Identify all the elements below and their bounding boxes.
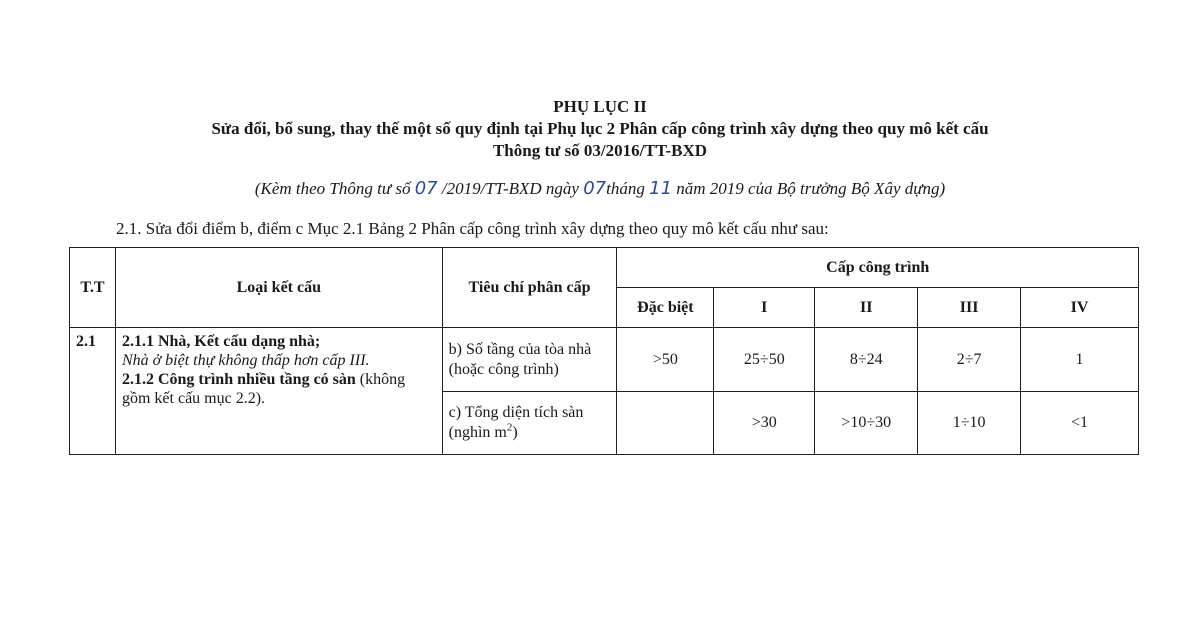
type-line-3-rest: (không gồm kết cấu mục 2.2). — [121, 371, 406, 407]
header-grade-group: Cấp công trình — [617, 248, 1139, 288]
type-line-3 — [122, 370, 436, 408]
header-grade-ii: II — [815, 288, 918, 328]
type-line-2: Nhà ở biệt thự không thấp hơn cấp III. — [121, 352, 370, 369]
criteria-floors: b) Số tầng của tòa nhà (hoặc công trình) — [442, 328, 617, 392]
ref-middle1: /2019/TT-BXD ngày — [441, 179, 579, 198]
type-line-1: 2.1.1 Nhà, Kết cấu dạng nhà; — [121, 333, 321, 350]
area-grade-i: >30 — [714, 392, 815, 455]
attachment-note — [0, 178, 1200, 200]
criteria-floor-area — [442, 392, 617, 455]
row-tt: 2.1 — [70, 328, 116, 455]
area-grade-iii: 1÷10 — [918, 392, 1021, 455]
header-grade-iii: III — [918, 288, 1021, 328]
header-grade-special: Đặc biệt — [617, 288, 714, 328]
handwritten-month: 11 — [649, 178, 673, 199]
area-grade-iv: <1 — [1021, 392, 1139, 455]
floors-grade-ii: 8÷24 — [815, 328, 918, 392]
header-grade-iv: IV — [1021, 288, 1139, 328]
circular-reference: Thông tư số 03/2016/TT-BXD — [492, 141, 708, 160]
floors-grade-iii: 2÷7 — [918, 328, 1021, 392]
classification-table — [69, 247, 1139, 455]
header-tt: T.T — [70, 248, 116, 328]
ref-middle2: tháng — [606, 179, 645, 198]
row-structure-type — [115, 328, 442, 455]
page-title: PHỤ LỤC II — [553, 97, 647, 116]
floors-grade-i: 25÷50 — [714, 328, 815, 392]
floor-area-end: ) — [512, 424, 518, 441]
header-structure-type: Loại kết cấu — [115, 248, 442, 328]
handwritten-day: 07 — [583, 178, 607, 199]
floor-area-sup: 2 — [506, 421, 513, 434]
handwritten-number: 07 — [414, 178, 438, 199]
floors-grade-iv: 1 — [1021, 328, 1139, 392]
header-criteria: Tiêu chí phân cấp — [442, 248, 617, 328]
floor-area-label: c) Tổng diện tích sàn (nghìn m — [448, 404, 584, 441]
area-grade-ii: >10÷30 — [815, 392, 918, 455]
ref-prefix: (Kèm theo Thông tư số — [254, 179, 411, 198]
floors-special: >50 — [617, 328, 714, 392]
intro-paragraph: 2.1. Sửa đổi điểm b, điểm c Mục 2.1 Bảng 2 Phân cấp công trình xây dựng theo quy mô kết cấu như sau: — [116, 219, 829, 238]
ref-suffix: năm 2019 của Bộ trưởng Bộ Xây dựng) — [676, 179, 946, 198]
header-grade-i: I — [714, 288, 815, 328]
type-line-3-bold: 2.1.2 Công trình nhiều tầng có sàn — [121, 371, 356, 388]
area-special — [617, 392, 714, 455]
page-subtitle: Sửa đổi, bổ sung, thay thế một số quy định tại Phụ lục 2 Phân cấp công trình xây dựng theo quy mô kết cấu — [211, 119, 989, 138]
